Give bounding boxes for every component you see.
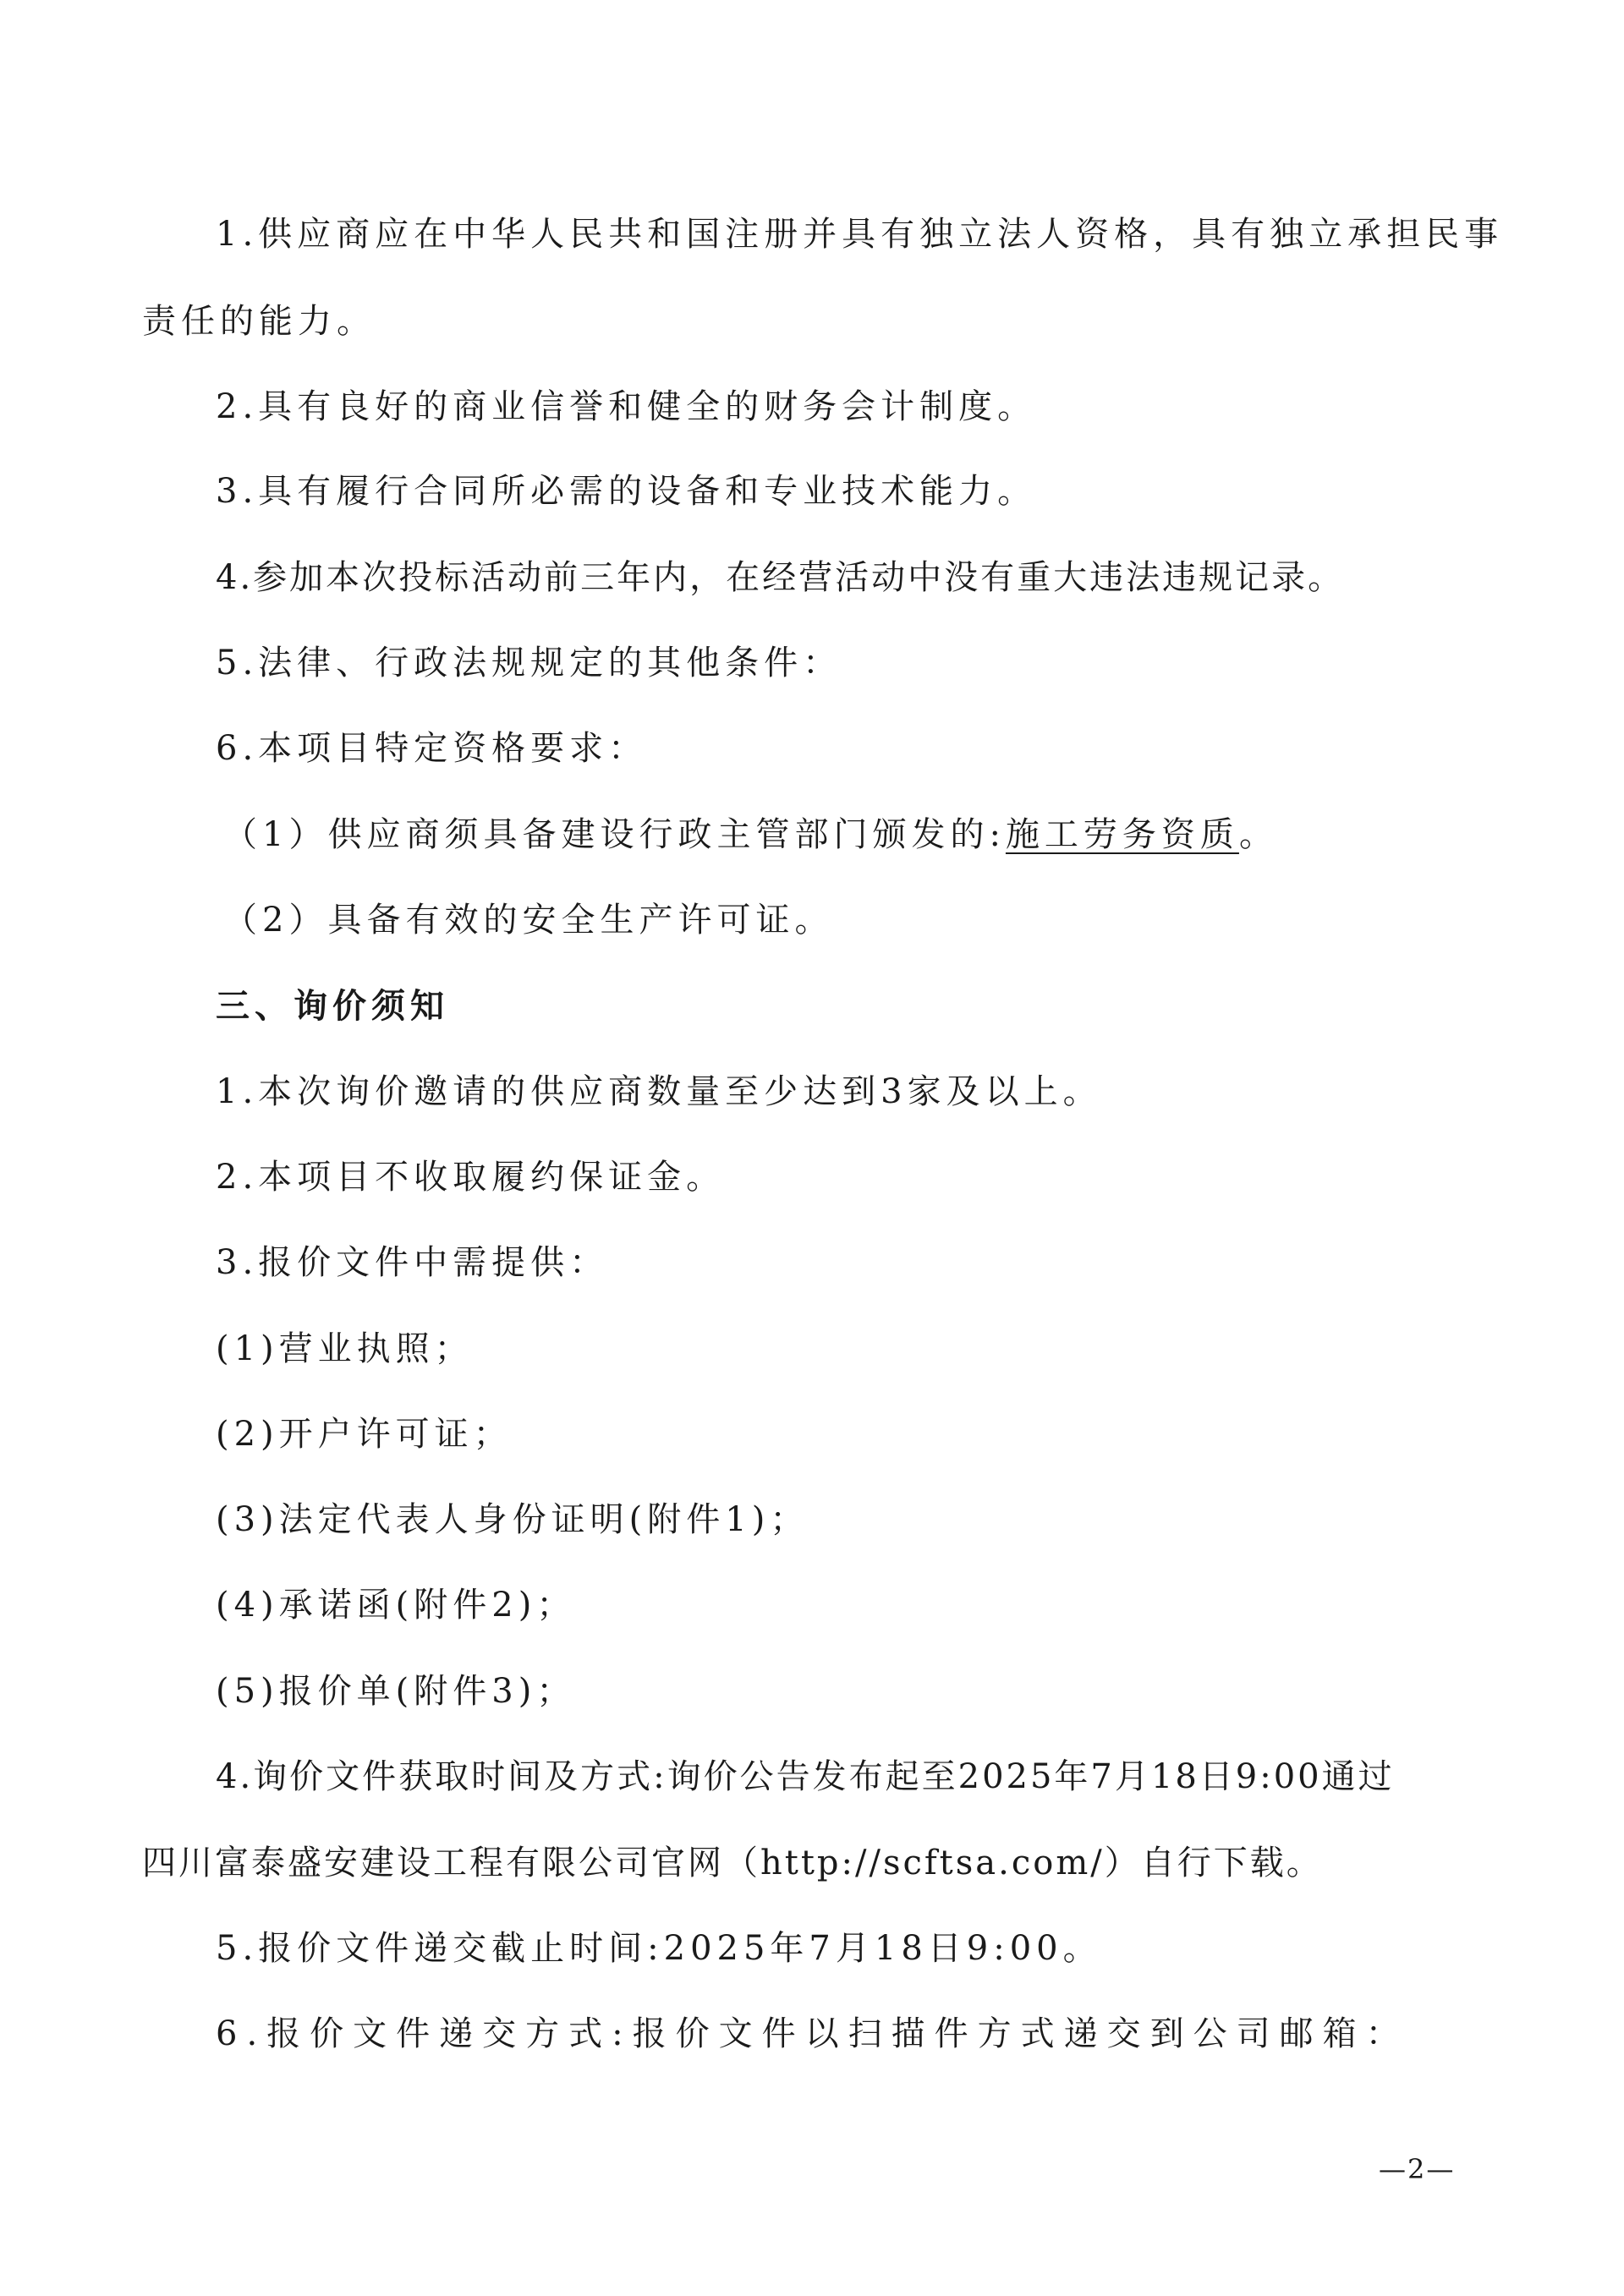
inquiry-item-4: 4.询价文件获取时间及方式:询价公告发布起至2025年7月18日9:00通过 [216,1757,1395,1796]
qualification-item-2: 2.具有良好的商业信誉和健全的财务会计制度。 [216,387,1037,426]
specific-requirement-1 [0,814,1624,856]
specific-requirement-1-suffix: 。 [1238,815,1278,854]
inquiry-item-6: 6.报价文件递交方式:报价文件以扫描件方式递交到公司邮箱： [216,2014,1409,2053]
required-document-1: (1)营业执照； [216,1329,474,1368]
section-heading-inquiry-notice: 三、询价须知 [216,986,449,1026]
required-document-4: (4)承诺函(附件2)； [216,1586,576,1625]
specific-requirement-1-prefix: （1）供应商须具备建设行政主管部门颁发的: [223,815,1006,854]
qualification-item-1-continued: 责任的能力。 [142,302,376,341]
required-document-3: (3)法定代表人身份证明(附件1)； [216,1500,809,1539]
labor-qualification-underlined: 施工劳务资质 [1005,815,1239,854]
inquiry-item-3: 3.报价文件中需提供： [216,1243,609,1282]
inquiry-item-2: 2.本项目不收取履约保证金。 [216,1158,726,1197]
qualification-item-3: 3.具有履行合同所必需的设备和专业技术能力。 [216,472,1037,511]
required-document-5: (5)报价单(附件3)； [216,1672,576,1711]
qualification-item-4: 4.参加本次投标活动前三年内，在经营活动中没有重大违法违规记录。 [216,558,1345,597]
specific-requirement-2: （2）具备有效的安全生产许可证。 [223,901,834,940]
required-document-2: (2)开户许可证； [216,1415,513,1454]
inquiry-item-4-continued: 四川富泰盛安建设工程有限公司官网（http://scftsa.com/）自行下载。 [142,1844,1323,1882]
page-number: —2— [1379,2153,1456,2185]
qualification-item-5: 5.法律、行政法规规定的其他条件： [216,644,842,682]
qualification-item-1: 1.供应商应在中华人民共和国注册并具有独立法人资格，具有独立承担民事 [216,215,1504,254]
qualification-item-6: 6.本项目特定资格要求： [216,729,648,768]
inquiry-item-5: 5.报价文件递交截止时间:2025年7月18日9:00。 [216,1929,1102,1968]
inquiry-item-1: 1.本次询价邀请的供应商数量至少达到3家及以上。 [216,1072,1102,1111]
